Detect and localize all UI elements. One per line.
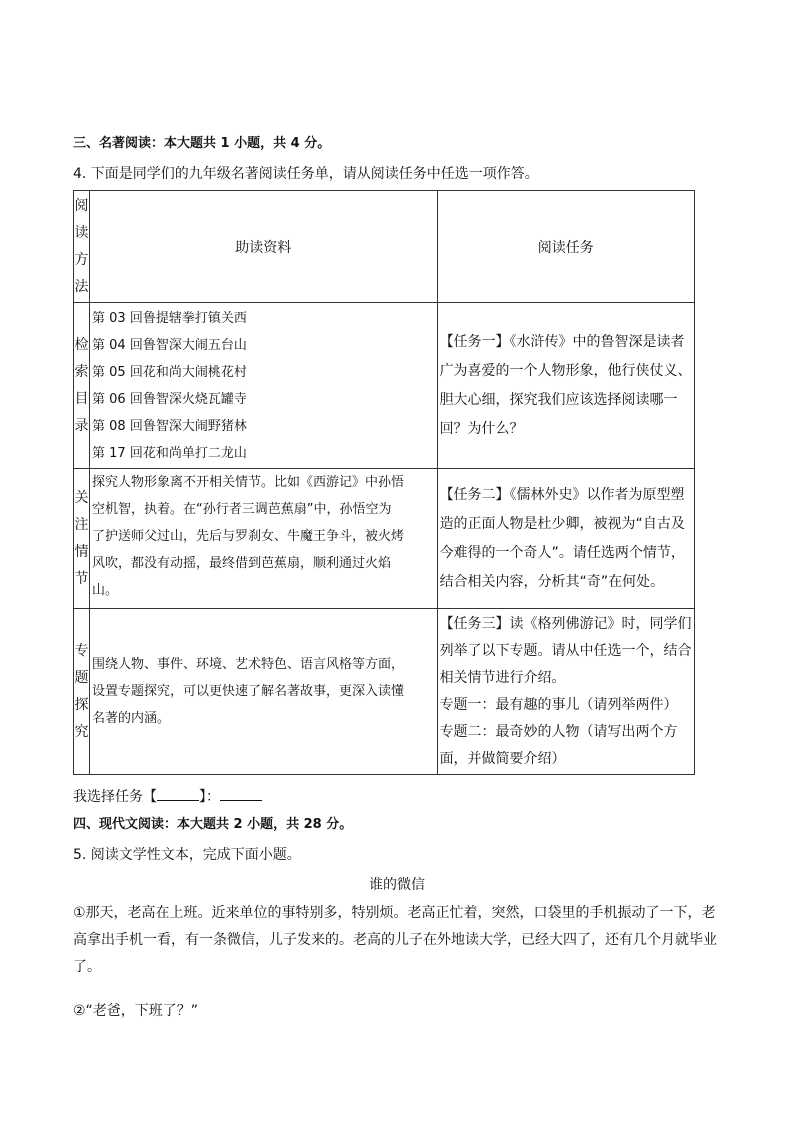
task-cell-1 — [437, 303, 694, 469]
task-choice-prefix: 我选择任务【 — [73, 789, 157, 805]
task-line: 【任务二】《儒林外史》以作者为原型塑 — [439, 486, 685, 503]
header-method-char: 方 — [74, 251, 89, 268]
task-line: 列举了以下专题。请从中任选一个，结合 — [439, 642, 692, 659]
table-header-row — [74, 191, 695, 303]
section-4-heading: 四、现代文阅读：本大题共 2 小题，共 28 分。 — [73, 817, 353, 832]
header-method-cell — [74, 191, 90, 303]
task-line: 专题二：最奇妙的人物（请写出两个方 — [439, 723, 678, 740]
task-line: 胆大心细，探究我们应该选择阅读哪一 — [439, 391, 678, 408]
method-char: 关 — [74, 489, 89, 506]
reading-task-table — [73, 190, 695, 775]
header-task-cell: 阅读任务 — [437, 191, 694, 303]
method-char: 目 — [74, 390, 89, 407]
header-method-char: 阅 — [74, 197, 89, 214]
material-line: 设置专题探究，可以更快速了解名著故事，更深入读懂 — [92, 684, 405, 699]
task-cell-2 — [437, 469, 694, 609]
method-char: 题 — [74, 669, 89, 686]
task-answer-blank[interactable] — [220, 786, 262, 801]
material-cell-plot — [90, 469, 438, 609]
article-title: 谁的微信 — [369, 877, 425, 893]
chapter-item: 第 05 回花和尚大闹桃花村 — [92, 364, 247, 380]
task-line: 【任务三】读《格列佛游记》时，同学们 — [439, 615, 692, 632]
table-row-plot — [74, 469, 695, 609]
material-line: 围绕人物、事件、环境、艺术特色、语言风格等方面， — [92, 657, 405, 672]
task-choice-mid: 】： — [199, 789, 220, 805]
article-paragraph-1: ①那天，老高在上班。近来单位的事特别多，特别烦。老高正忙着，突然，口袋里的手机振动了一下，老高拿出手机一看，有一条微信，儿子发来的。老高的儿子在外地读大学，已经大四了，还有几个月就毕业了。 — [73, 905, 717, 975]
header-method-char: 读 — [74, 224, 89, 241]
header-method-char: 法 — [74, 278, 89, 295]
task-line: 相关情节进行介绍。 — [439, 669, 566, 686]
material-cell-topic — [90, 609, 438, 775]
task-line: 造的正面人物是杜少卿，被视为“自古及 — [439, 515, 685, 532]
task-line: 广为喜爱的一个人物形象，他行侠仗义、 — [439, 362, 692, 379]
method-char: 专 — [74, 642, 89, 659]
task-line: 回？为什么？ — [439, 420, 524, 437]
material-line: 风吹，都没有动摇，最终借到芭蕉扇，顺利通过火焰 — [92, 556, 392, 571]
material-line: 名著的内涵。 — [92, 711, 171, 726]
method-char: 录 — [74, 417, 89, 434]
header-material-cell: 助读资料 — [90, 191, 438, 303]
material-line: 了护送师父过山，先后与罗刹女、牛魔王争斗，被火烤 — [92, 529, 405, 544]
method-char: 注 — [74, 516, 89, 533]
chapter-item: 第 06 回鲁智深火烧瓦罐寺 — [92, 391, 247, 407]
task-line: 结合相关内容，分析其“奇”在何处。 — [439, 573, 665, 590]
task-line: 【任务一】《水浒传》中的鲁智深是读者 — [439, 333, 685, 350]
method-cell-topic — [74, 609, 90, 775]
method-cell-index — [74, 303, 90, 469]
article-paragraph-2: ②“老爸，下班了？” — [73, 1003, 199, 1019]
method-cell-plot — [74, 469, 90, 609]
question-4-stem: 4. 下面是同学们的九年级名著阅读任务单，请从阅读任务中任选一项作答。 — [73, 166, 539, 182]
method-char: 究 — [74, 723, 89, 740]
chapter-item: 第 04 回鲁智深大闹五台山 — [92, 337, 247, 353]
material-line: 山。 — [92, 583, 119, 598]
material-cell-index — [90, 303, 438, 469]
method-char: 节 — [74, 570, 89, 587]
section-3-heading: 三、名著阅读：本大题共 1 小题，共 4 分。 — [73, 136, 331, 151]
chapter-item: 第 17 回花和尚单打二龙山 — [92, 445, 247, 461]
table-row-index — [74, 303, 695, 469]
material-line: 探究人物形象离不开相关情节。比如《西游记》中孙悟 — [92, 475, 405, 490]
question-5-stem: 5. 阅读文学性文本，完成下面小题。 — [73, 847, 301, 863]
method-char: 索 — [74, 363, 89, 380]
method-char: 检 — [74, 336, 89, 353]
method-char: 情 — [74, 543, 89, 560]
table-row-topic — [74, 609, 695, 775]
task-line: 今难得的一个奇人”。请任选两个情节， — [439, 544, 685, 561]
task-cell-3 — [437, 609, 694, 775]
task-line: 面，并做简要介绍） — [439, 750, 566, 767]
method-char: 探 — [74, 696, 89, 713]
chapter-item: 第 08 回鲁智深大闹野猪林 — [92, 418, 247, 434]
task-choice-line — [73, 786, 262, 807]
chapter-item: 第 03 回鲁提辖拳打镇关西 — [92, 310, 247, 326]
material-line: 空机智，执着。在“孙行者三调芭蕉扇”中，孙悟空为 — [92, 502, 392, 517]
task-line: 专题一：最有趣的事儿（请列举两件） — [439, 696, 678, 713]
task-number-blank[interactable] — [157, 786, 199, 801]
